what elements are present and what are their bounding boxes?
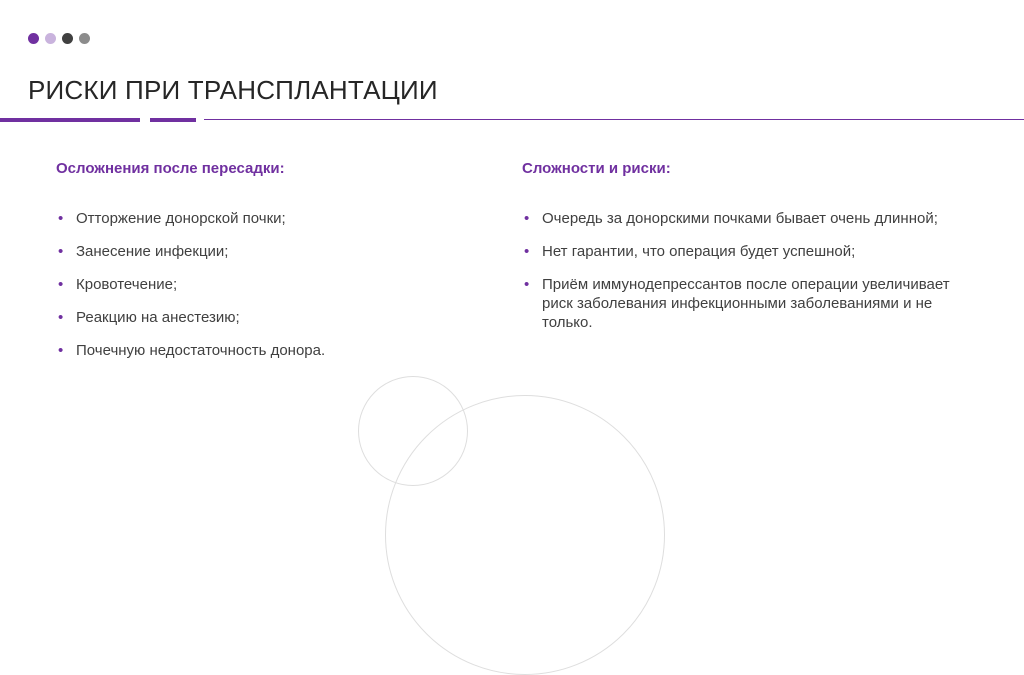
right-bullet-list <box>522 209 952 332</box>
title-rule-thin <box>204 119 1024 120</box>
list-item <box>56 341 456 360</box>
bullet-icon: • <box>58 210 64 227</box>
bullet-icon: • <box>524 276 530 293</box>
list-item <box>56 308 456 327</box>
list-item-text: Нет гарантии, что операция будет успешной; <box>542 243 856 260</box>
list-item-text: Отторжение донорской почки; <box>76 210 286 227</box>
bullet-icon: • <box>524 243 530 260</box>
list-item <box>56 209 456 228</box>
bullet-icon: • <box>524 210 530 227</box>
list-item-text: Кровотечение; <box>76 276 178 293</box>
list-item <box>56 275 456 294</box>
list-item <box>522 242 952 261</box>
left-column <box>56 160 456 374</box>
list-item <box>56 242 456 261</box>
right-column-heading: Сложности и риски: <box>522 160 671 177</box>
title-rule-primary <box>0 118 140 122</box>
list-item-text: Очередь за донорскими почками бывает очень длинной; <box>542 210 938 227</box>
list-item-text: Реакцию на анестезию; <box>76 309 240 326</box>
bullet-icon: • <box>58 342 64 359</box>
list-item-text: Занесение инфекции; <box>76 243 229 260</box>
left-bullet-list <box>56 209 456 360</box>
left-column-heading: Осложнения после пересадки: <box>56 160 285 177</box>
bullet-icon: • <box>58 243 64 260</box>
list-item-text: Приём иммунодепрессантов после операции увеличивает риск заболевания инфекционными заболеваниями и не только. <box>542 276 950 331</box>
slide-title: РИСКИ ПРИ ТРАНСПЛАНТАЦИИ <box>28 75 438 105</box>
list-item <box>522 275 952 332</box>
list-item <box>522 209 952 228</box>
dot-purple <box>28 33 39 44</box>
dot-gray <box>79 33 90 44</box>
title-rule-secondary <box>150 118 196 122</box>
list-item-text: Почечную недостаточность донора. <box>76 342 326 359</box>
bullet-icon: • <box>58 309 64 326</box>
dot-lavender <box>45 33 56 44</box>
decorative-circle-large <box>385 395 665 675</box>
decorative-dots <box>28 33 90 44</box>
right-column <box>522 160 952 346</box>
dot-dark <box>62 33 73 44</box>
bullet-icon: • <box>58 276 64 293</box>
